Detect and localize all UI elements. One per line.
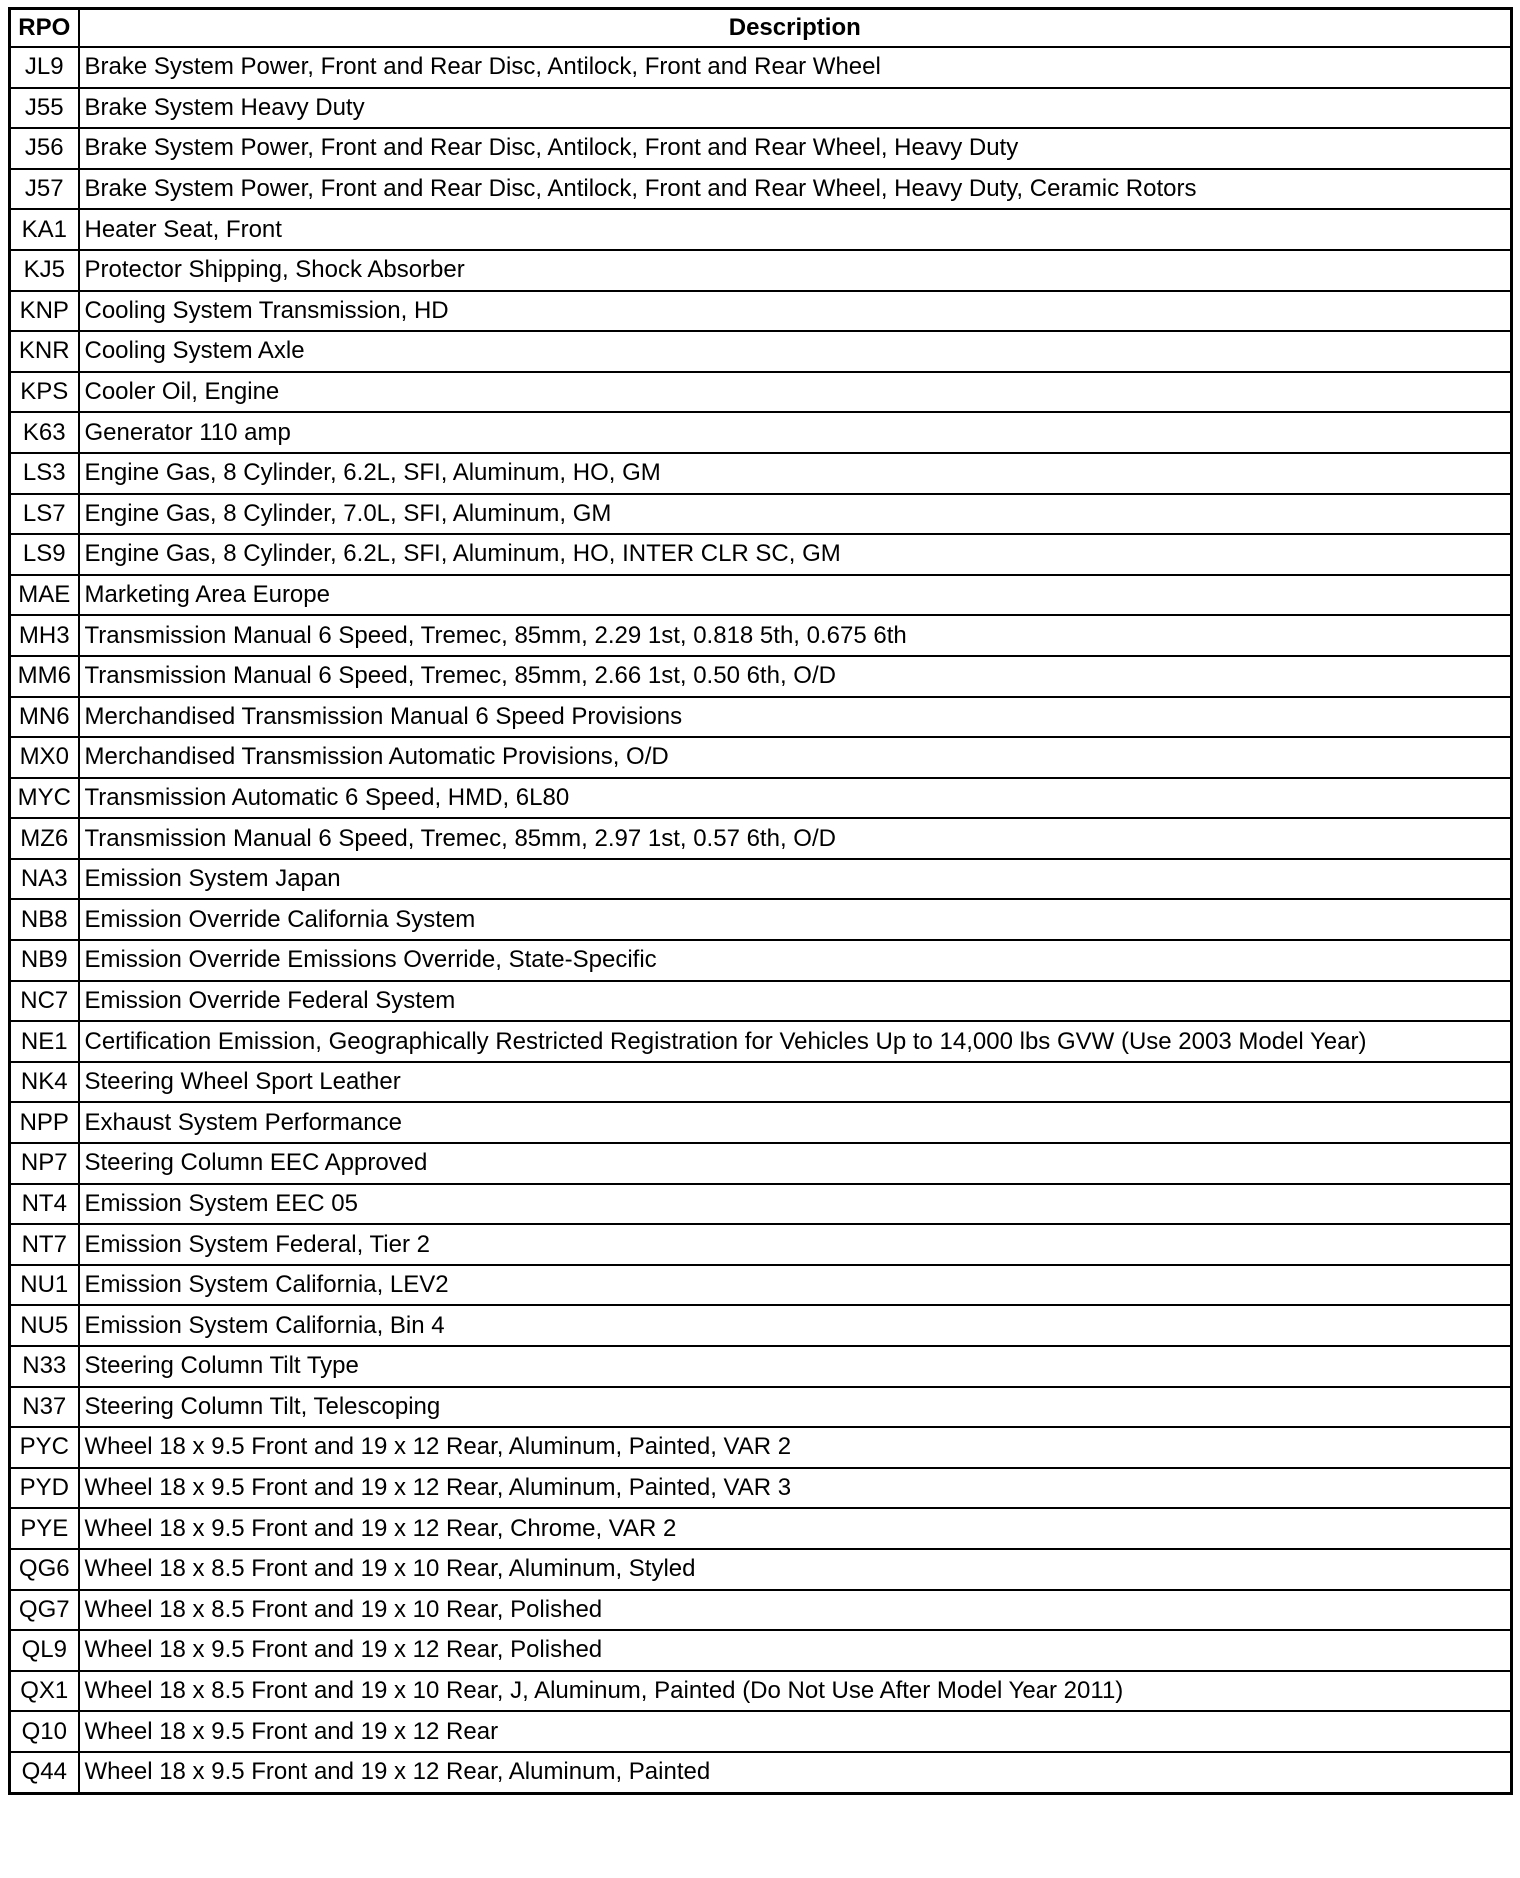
- description-cell: Transmission Manual 6 Speed, Tremec, 85mm, 2.29 1st, 0.818 5th, 0.675 6th: [79, 615, 1512, 656]
- rpo-code-cell: Q10: [10, 1711, 79, 1752]
- table-row: [10, 737, 1512, 778]
- rpo-code-cell: NK4: [10, 1062, 79, 1103]
- table-row: [10, 209, 1512, 250]
- table-row: [10, 412, 1512, 453]
- rpo-code-cell: QG6: [10, 1549, 79, 1590]
- rpo-code-cell: MH3: [10, 615, 79, 656]
- rpo-code-cell: NT7: [10, 1224, 79, 1265]
- rpo-code-cell: KNR: [10, 331, 79, 372]
- table-row: [10, 453, 1512, 494]
- rpo-code-cell: Q44: [10, 1752, 79, 1793]
- rpo-code-cell: PYE: [10, 1508, 79, 1549]
- rpo-code-cell: PYD: [10, 1468, 79, 1509]
- table-row: [10, 1062, 1512, 1103]
- table-row: [10, 940, 1512, 981]
- table-row: [10, 1590, 1512, 1631]
- description-cell: Brake System Power, Front and Rear Disc, Antilock, Front and Rear Wheel: [79, 47, 1512, 88]
- description-cell: Steering Column Tilt Type: [79, 1346, 1512, 1387]
- description-cell: Heater Seat, Front: [79, 209, 1512, 250]
- table-row: [10, 859, 1512, 900]
- table-row: [10, 1143, 1512, 1184]
- description-cell: Engine Gas, 8 Cylinder, 7.0L, SFI, Aluminum, GM: [79, 494, 1512, 535]
- table-row: [10, 1224, 1512, 1265]
- description-cell: Wheel 18 x 8.5 Front and 19 x 10 Rear, Polished: [79, 1590, 1512, 1631]
- rpo-code-cell: MZ6: [10, 818, 79, 859]
- rpo-code-cell: J57: [10, 169, 79, 210]
- rpo-code-cell: KNP: [10, 291, 79, 332]
- rpo-code-cell: LS9: [10, 534, 79, 575]
- table-row: [10, 1549, 1512, 1590]
- rpo-code-cell: JL9: [10, 47, 79, 88]
- table-row: [10, 1508, 1512, 1549]
- description-cell: Engine Gas, 8 Cylinder, 6.2L, SFI, Aluminum, HO, INTER CLR SC, GM: [79, 534, 1512, 575]
- rpo-code-cell: N33: [10, 1346, 79, 1387]
- rpo-code-cell: MN6: [10, 697, 79, 738]
- description-cell: Marketing Area Europe: [79, 575, 1512, 616]
- table-row: [10, 88, 1512, 129]
- description-cell: Cooling System Transmission, HD: [79, 291, 1512, 332]
- table-row: [10, 250, 1512, 291]
- rpo-code-cell: NT4: [10, 1184, 79, 1225]
- description-cell: Protector Shipping, Shock Absorber: [79, 250, 1512, 291]
- rpo-code-cell: KPS: [10, 372, 79, 413]
- table-header: [10, 9, 1512, 48]
- table-row: [10, 1102, 1512, 1143]
- rpo-code-cell: QG7: [10, 1590, 79, 1631]
- table-row: [10, 1305, 1512, 1346]
- description-cell: Emission System California, Bin 4: [79, 1305, 1512, 1346]
- table-row: [10, 494, 1512, 535]
- rpo-code-cell: NU5: [10, 1305, 79, 1346]
- rpo-code-cell: MAE: [10, 575, 79, 616]
- description-cell: Steering Wheel Sport Leather: [79, 1062, 1512, 1103]
- description-cell: Emission System Federal, Tier 2: [79, 1224, 1512, 1265]
- rpo-code-cell: KJ5: [10, 250, 79, 291]
- rpo-code-cell: QX1: [10, 1671, 79, 1712]
- rpo-code-cell: NU1: [10, 1265, 79, 1306]
- table-row: [10, 47, 1512, 88]
- description-cell: Wheel 18 x 9.5 Front and 19 x 12 Rear, Polished: [79, 1630, 1512, 1671]
- description-cell: Transmission Automatic 6 Speed, HMD, 6L80: [79, 778, 1512, 819]
- description-cell: Wheel 18 x 8.5 Front and 19 x 10 Rear, J, Aluminum, Painted (Do Not Use After Model Year 2011): [79, 1671, 1512, 1712]
- table-row: [10, 1752, 1512, 1793]
- rpo-code-cell: PYC: [10, 1427, 79, 1468]
- table-row: [10, 1387, 1512, 1428]
- rpo-code-cell: NPP: [10, 1102, 79, 1143]
- description-column-header: Description: [79, 9, 1512, 48]
- rpo-code-cell: NP7: [10, 1143, 79, 1184]
- rpo-code-cell: LS7: [10, 494, 79, 535]
- table-row: [10, 128, 1512, 169]
- table-row: [10, 534, 1512, 575]
- table-row: [10, 575, 1512, 616]
- table-row: [10, 981, 1512, 1022]
- table-row: [10, 1468, 1512, 1509]
- description-cell: Engine Gas, 8 Cylinder, 6.2L, SFI, Aluminum, HO, GM: [79, 453, 1512, 494]
- rpo-code-cell: NB8: [10, 899, 79, 940]
- rpo-code-cell: NE1: [10, 1021, 79, 1062]
- table-row: [10, 656, 1512, 697]
- rpo-code-cell: K63: [10, 412, 79, 453]
- table-row: [10, 615, 1512, 656]
- table-row: [10, 1346, 1512, 1387]
- description-cell: Steering Column EEC Approved: [79, 1143, 1512, 1184]
- rpo-code-cell: J56: [10, 128, 79, 169]
- rpo-code-cell: LS3: [10, 453, 79, 494]
- description-cell: Wheel 18 x 9.5 Front and 19 x 12 Rear: [79, 1711, 1512, 1752]
- description-cell: Certification Emission, Geographically Restricted Registration for Vehicles Up to 14,000 lbs GVW (Use 2003 Model Year): [79, 1021, 1512, 1062]
- table-row: [10, 1711, 1512, 1752]
- description-cell: Emission Override Emissions Override, State-Specific: [79, 940, 1512, 981]
- rpo-code-cell: J55: [10, 88, 79, 129]
- rpo-code-cell: KA1: [10, 209, 79, 250]
- description-cell: Wheel 18 x 8.5 Front and 19 x 10 Rear, Aluminum, Styled: [79, 1549, 1512, 1590]
- description-cell: Wheel 18 x 9.5 Front and 19 x 12 Rear, Aluminum, Painted: [79, 1752, 1512, 1793]
- description-cell: Cooling System Axle: [79, 331, 1512, 372]
- description-cell: Brake System Power, Front and Rear Disc, Antilock, Front and Rear Wheel, Heavy Duty: [79, 128, 1512, 169]
- description-cell: Generator 110 amp: [79, 412, 1512, 453]
- table-row: [10, 778, 1512, 819]
- description-cell: Wheel 18 x 9.5 Front and 19 x 12 Rear, Aluminum, Painted, VAR 3: [79, 1468, 1512, 1509]
- description-cell: Merchandised Transmission Manual 6 Speed Provisions: [79, 697, 1512, 738]
- description-cell: Emission System EEC 05: [79, 1184, 1512, 1225]
- description-cell: Brake System Heavy Duty: [79, 88, 1512, 129]
- description-cell: Transmission Manual 6 Speed, Tremec, 85mm, 2.97 1st, 0.57 6th, O/D: [79, 818, 1512, 859]
- table-row: [10, 697, 1512, 738]
- rpo-code-cell: NB9: [10, 940, 79, 981]
- table-row: [10, 372, 1512, 413]
- table-row: [10, 1021, 1512, 1062]
- description-cell: Wheel 18 x 9.5 Front and 19 x 12 Rear, Chrome, VAR 2: [79, 1508, 1512, 1549]
- table-row: [10, 1427, 1512, 1468]
- table-row: [10, 1630, 1512, 1671]
- description-cell: Steering Column Tilt, Telescoping: [79, 1387, 1512, 1428]
- header-row: [10, 9, 1512, 48]
- rpo-code-cell: NA3: [10, 859, 79, 900]
- description-cell: Brake System Power, Front and Rear Disc, Antilock, Front and Rear Wheel, Heavy Duty, Ceramic Rotors: [79, 169, 1512, 210]
- rpo-column-header: RPO: [10, 9, 79, 48]
- table-body: [10, 47, 1512, 1793]
- table-row: [10, 899, 1512, 940]
- table-row: [10, 1265, 1512, 1306]
- rpo-code-cell: MX0: [10, 737, 79, 778]
- table-row: [10, 1671, 1512, 1712]
- description-cell: Emission System Japan: [79, 859, 1512, 900]
- description-cell: Transmission Manual 6 Speed, Tremec, 85mm, 2.66 1st, 0.50 6th, O/D: [79, 656, 1512, 697]
- description-cell: Exhaust System Performance: [79, 1102, 1512, 1143]
- description-cell: Cooler Oil, Engine: [79, 372, 1512, 413]
- description-cell: Emission System California, LEV2: [79, 1265, 1512, 1306]
- rpo-code-cell: QL9: [10, 1630, 79, 1671]
- table-row: [10, 331, 1512, 372]
- table-row: [10, 291, 1512, 332]
- rpo-table: [8, 7, 1513, 1795]
- rpo-code-cell: MYC: [10, 778, 79, 819]
- table-row: [10, 818, 1512, 859]
- rpo-code-cell: NC7: [10, 981, 79, 1022]
- table-row: [10, 1184, 1512, 1225]
- rpo-code-cell: N37: [10, 1387, 79, 1428]
- description-cell: Wheel 18 x 9.5 Front and 19 x 12 Rear, Aluminum, Painted, VAR 2: [79, 1427, 1512, 1468]
- description-cell: Merchandised Transmission Automatic Provisions, O/D: [79, 737, 1512, 778]
- description-cell: Emission Override Federal System: [79, 981, 1512, 1022]
- description-cell: Emission Override California System: [79, 899, 1512, 940]
- rpo-code-cell: MM6: [10, 656, 79, 697]
- table-row: [10, 169, 1512, 210]
